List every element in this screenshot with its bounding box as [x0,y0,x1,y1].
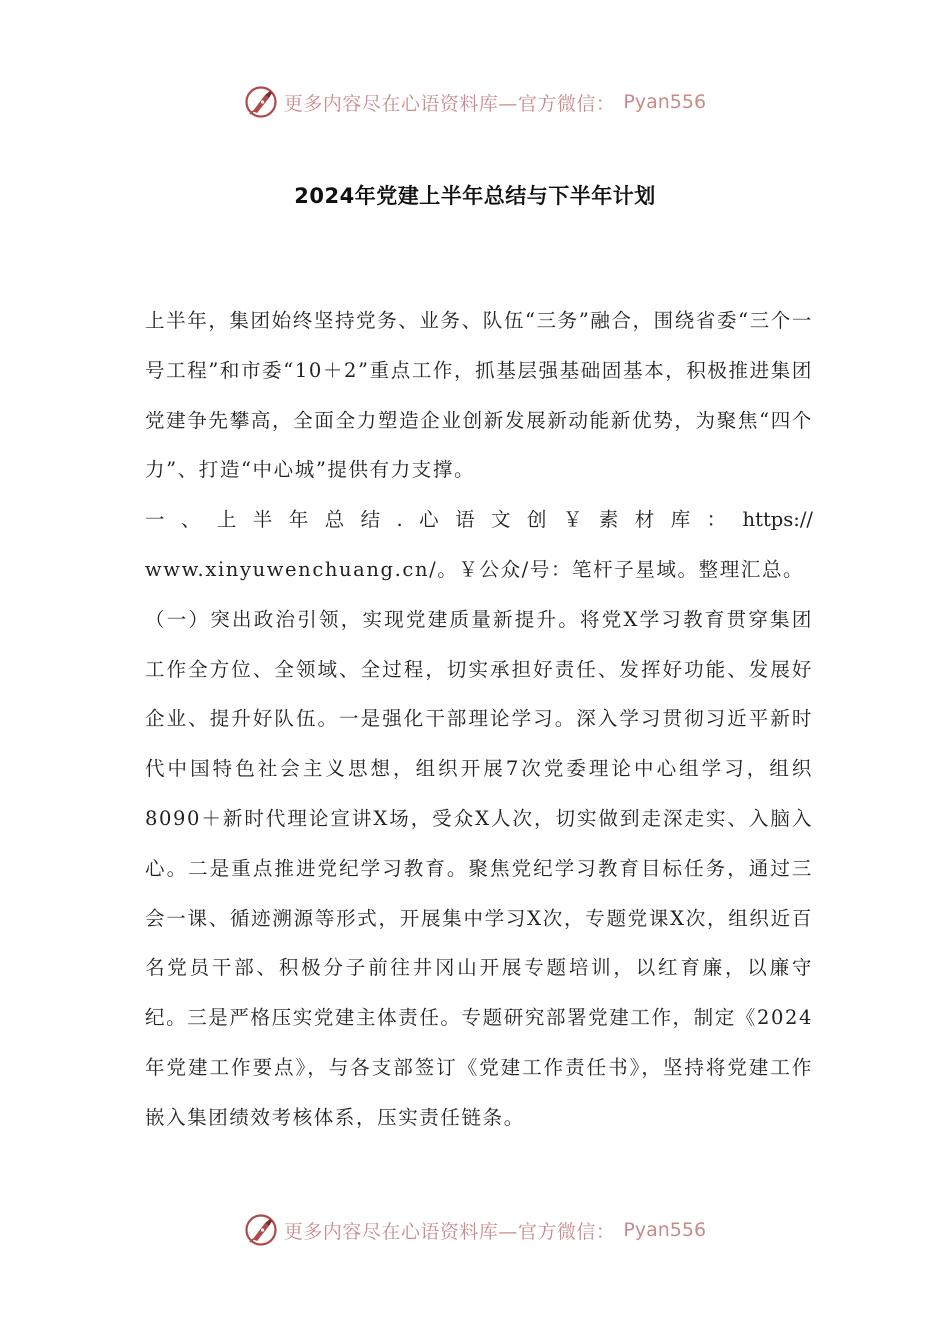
paragraph-section-heading: 一、上半年总结.心语文创￥素材库：https:// [145,508,813,532]
pen-nib-logo-icon [244,85,278,119]
footer-banner [0,1210,950,1250]
paragraph-political-leadership: （一）突出政治引领，实现党建质量新提升。将党X学习教育贯穿集团工作全方位、全领域、全过程，切实承担好责任、发挥好功能、发展好企业、提升好队伍。一是强化干部理论学习。深入学习贯彻习近平新时代中国特色社会主义思想，组织开展7次党委理论中心组学习，组织8090＋新时代理论宣讲X场，受众X人次，切实做到走深走实、入脑入心。二是重点推进党纪学习教育。聚焦党纪学习教育目标任务，通过三会一课、循迹溯源等形式，开展集中学习X次，专题党课X次，组织近百名党员干部、积极分子前往井冈山开展专题培训，以红育廉，以廉守纪。三是严格压实党建主体责任。专题研究部署党建工作，制定《2024年党建工作要点》，与各支部签订《党建工作责任书》，坚持将党建工作嵌入集团绩效考核体系，压实责任链条。 [145,607,813,1129]
paragraph-intro: 上半年，集团始终坚持党务、业务、队伍“三务”融合，围绕省委“三个一号工程”和市委“10＋2”重点工作，抓基层强基础固基本，积极推进集团党建争先攀高，全面全力塑造企业创新发展新动能新优势，为聚焦“四个力”、打造“中心城”提供有力支撑。 [145,309,813,482]
footer-banner-inner [244,1213,706,1247]
header-banner [0,82,950,122]
footer-wechat-id: Pyan556 [623,1219,707,1241]
pen-nib-logo-icon [244,1213,278,1247]
document-title: 2024年党建上半年总结与下半年计划 [294,184,656,208]
paragraph-source-note: www.xinyuwenchuang.cn/。￥公众/号：笔杆子星域。整理汇总。 [145,557,805,581]
header-banner-text: 更多内容尽在心语资料库—官方微信： [283,92,616,115]
document-body [145,296,813,1143]
footer-banner-text: 更多内容尽在心语资料库—官方微信： [283,1220,616,1243]
header-banner-inner [244,85,706,119]
header-wechat-id: Pyan556 [623,91,707,113]
